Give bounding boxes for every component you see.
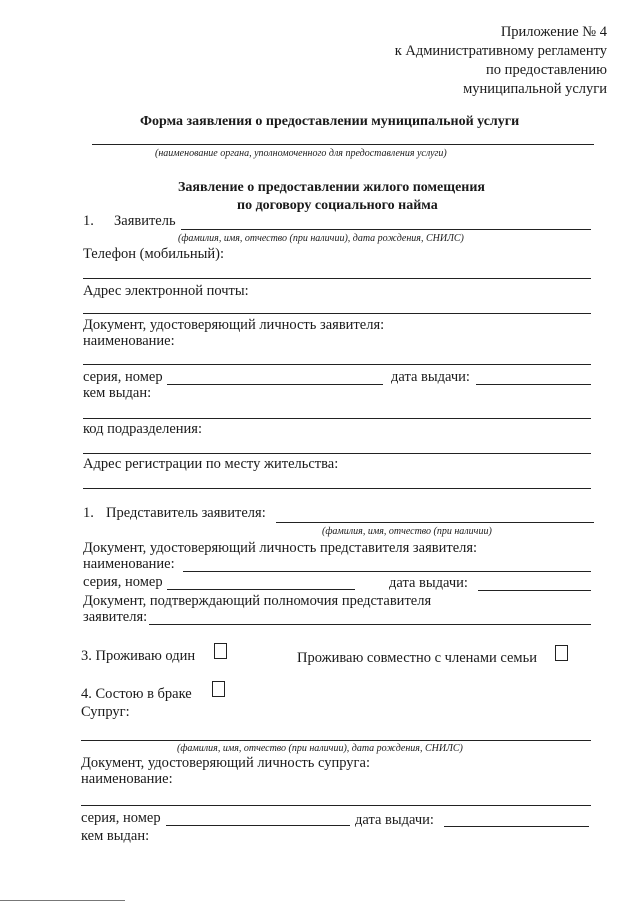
representative-doc-name-field[interactable] <box>183 571 591 572</box>
spouse-issue-date-field[interactable] <box>444 826 589 827</box>
email-field[interactable] <box>83 313 591 314</box>
appendix-line-2: к Административному регламенту <box>394 43 607 59</box>
representative-series-field[interactable] <box>167 589 355 590</box>
spouse-issued-by-label: кем выдан: <box>81 828 150 844</box>
representative-name-field[interactable] <box>276 522 594 523</box>
division-code-label: код подразделения: <box>83 421 202 437</box>
division-code-field[interactable] <box>83 453 591 454</box>
live-with-family-label: Проживаю совместно с членами семьи <box>297 650 537 666</box>
married-label: 4. Состою в браке <box>81 686 192 702</box>
spouse-id-doc-label: Документ, удостоверяющий личность супруга: <box>81 755 370 771</box>
section-1-number: 1. <box>83 213 94 229</box>
representative-doc-name-label: наименование: <box>83 556 175 572</box>
spouse-label: Супруг: <box>81 704 130 720</box>
appendix-line-1: Приложение № 4 <box>500 24 607 40</box>
form-title: Форма заявления о предоставлении муниципальной услуги <box>140 114 520 129</box>
spouse-issue-date-label: дата выдачи: <box>355 812 434 828</box>
representative-id-doc-label: Документ, удостоверяющий личность представителя заявителя: <box>83 540 478 556</box>
applicant-label: Заявитель <box>114 213 176 229</box>
married-checkbox[interactable] <box>212 681 225 697</box>
spouse-doc-name-field[interactable] <box>81 805 591 806</box>
phone-label: Телефон (мобильный): <box>83 246 224 262</box>
application-title-line-2: по договору социального найма <box>237 198 438 213</box>
spouse-caption: (фамилия, имя, отчество (при наличии), дата рождения, СНИЛС) <box>177 743 463 754</box>
authority-doc-label-1: Документ, подтверждающий полномочия представителя <box>83 593 432 609</box>
phone-field[interactable] <box>83 278 591 279</box>
applicant-issued-by-field[interactable] <box>83 418 591 419</box>
live-alone-label: 3. Проживаю один <box>81 648 196 664</box>
representative-caption: (фамилия, имя, отчество (при наличии) <box>322 526 492 537</box>
applicant-issued-by-label: кем выдан: <box>83 385 152 401</box>
spouse-doc-name-label: наименование: <box>81 771 173 787</box>
appendix-line-4: муниципальной услуги <box>463 81 607 97</box>
authority-doc-field[interactable] <box>149 624 591 625</box>
scan-edge-line <box>0 900 125 901</box>
reg-address-field[interactable] <box>83 488 591 489</box>
applicant-issue-date-label: дата выдачи: <box>391 369 470 385</box>
spouse-series-label: серия, номер <box>81 810 161 826</box>
organ-name-field[interactable] <box>92 144 594 145</box>
application-title-line-1: Заявление о предоставлении жилого помещения <box>178 180 485 195</box>
applicant-id-doc-label: Документ, удостоверяющий личность заявителя: <box>83 317 385 333</box>
representative-issue-date-field[interactable] <box>478 590 591 591</box>
organ-caption: (наименование органа, уполномоченного для предоставления услуги) <box>155 148 447 159</box>
appendix-line-3: по предоставлению <box>486 62 607 78</box>
applicant-doc-name-label: наименование: <box>83 333 175 349</box>
representative-number: 1. <box>83 505 94 521</box>
live-with-family-checkbox[interactable] <box>555 645 568 661</box>
email-label: Адрес электронной почты: <box>83 283 249 299</box>
applicant-series-field[interactable] <box>167 384 383 385</box>
spouse-series-field[interactable] <box>166 825 350 826</box>
authority-doc-label-2: заявителя: <box>83 609 148 625</box>
applicant-caption: (фамилия, имя, отчество (при наличии), дата рождения, СНИЛС) <box>178 233 464 244</box>
representative-label: Представитель заявителя: <box>106 505 266 521</box>
applicant-name-field[interactable] <box>181 229 591 230</box>
reg-address-label: Адрес регистрации по месту жительства: <box>83 456 339 472</box>
applicant-series-label: серия, номер <box>83 369 163 385</box>
live-alone-checkbox[interactable] <box>214 643 227 659</box>
representative-issue-date-label: дата выдачи: <box>389 575 468 591</box>
applicant-issue-date-field[interactable] <box>476 384 591 385</box>
spouse-name-field[interactable] <box>81 740 591 741</box>
applicant-doc-name-field[interactable] <box>83 364 591 365</box>
representative-series-label: серия, номер <box>83 574 163 590</box>
